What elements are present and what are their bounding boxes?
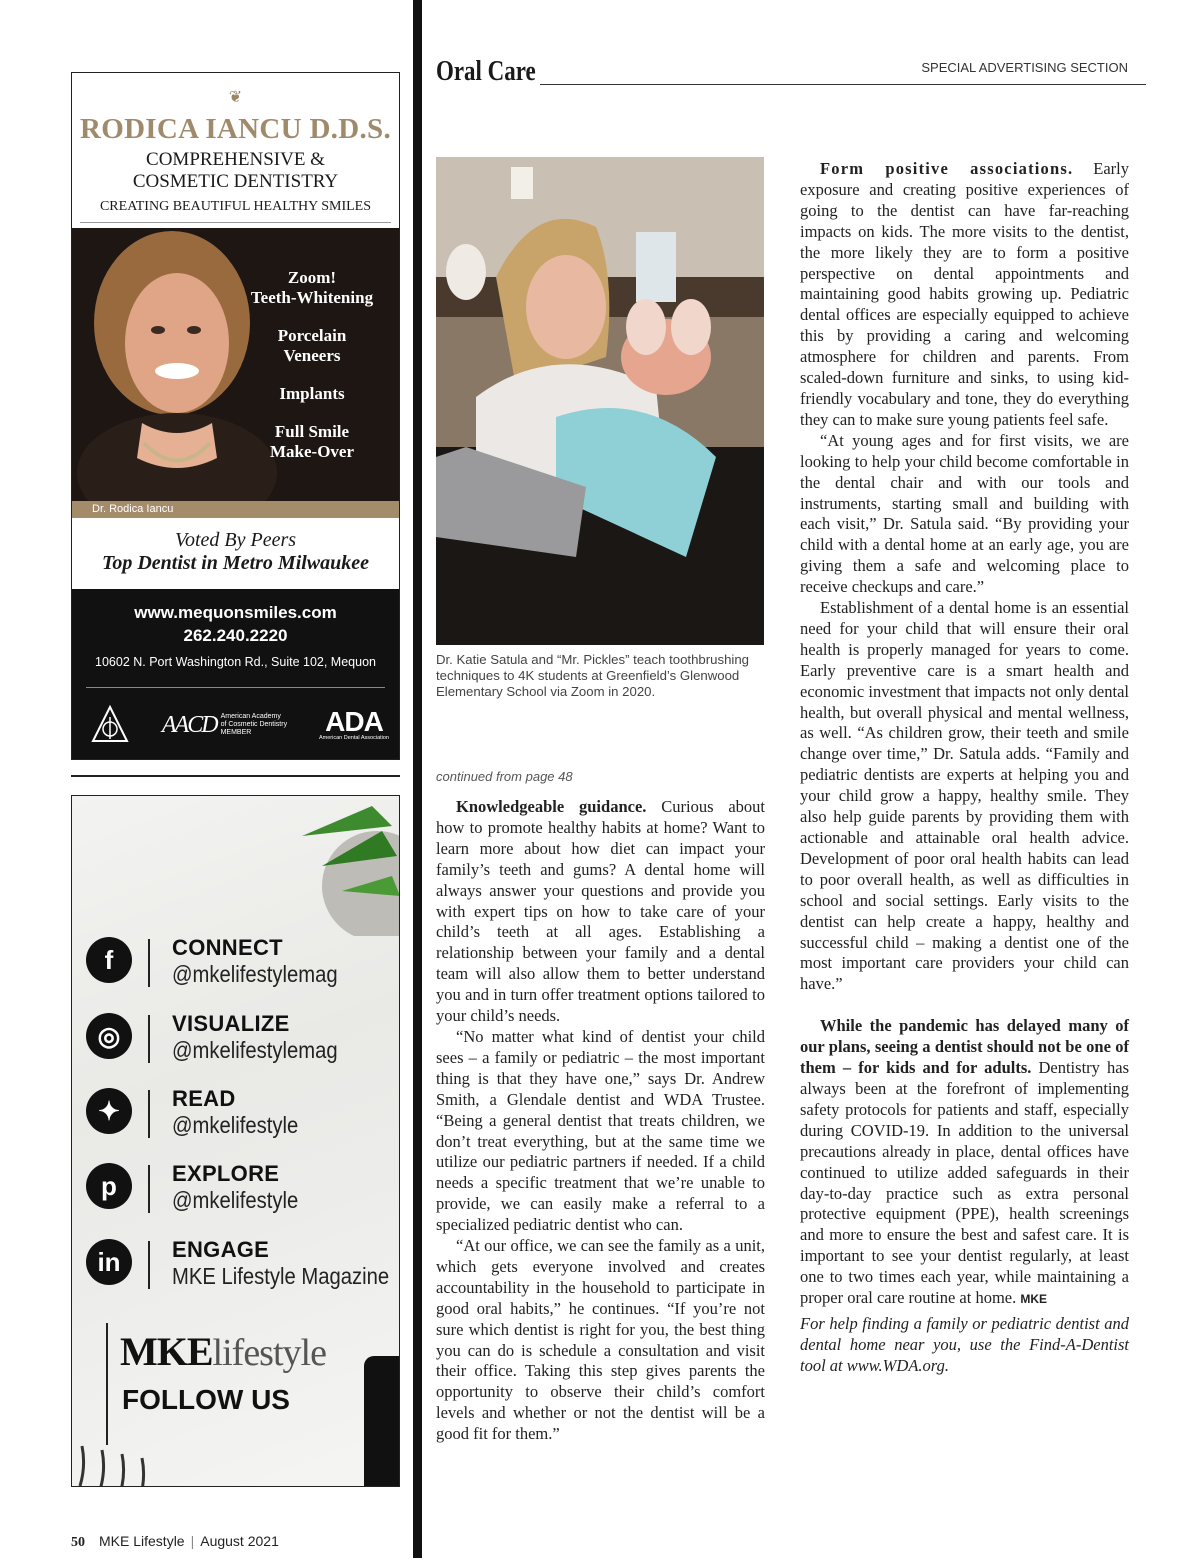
ad-services-list: [237, 268, 387, 480]
article-column-2: [800, 159, 1129, 1377]
end-mark: MKE: [1020, 1292, 1048, 1307]
article-paragraph: Establishment of a dental home is an essential need for your child that will ensure their oral health is properly managed for years to come. Early preventive care is a smart health and economic investment that impacts not only dental health, but overall physical and mental wellness, as well. “As children grow, their teeth and smile change over time,” Dr. Satula adds. “Family and pediatric dentists are experts at helping you and your child grow a happy, healthy smile. They also help guide parents by providing them with actionable and attainable oral health advice. Development of poor oral health habits can lead to poor overall health, as well as difficulties in school and social settings. Early visits to the dentist can help create a happy, healthy and successful child – making a dentist one of the most important care providers your child can have.”: [800, 598, 1129, 994]
dental-emblem-icon: [90, 705, 130, 745]
ada-text: American Dental Association: [318, 735, 389, 741]
page-divider: [413, 0, 422, 1558]
ad-logos: [90, 705, 389, 745]
ada-logo: [318, 706, 389, 741]
ad-contact-block: [72, 589, 399, 759]
ad-divider: [80, 222, 391, 223]
social-handle[interactable]: @mkelifestylemag: [172, 1037, 338, 1063]
instagram-icon[interactable]: ◎: [86, 1013, 132, 1059]
ad-voted-line2: Top Dentist in Metro Milwaukee: [101, 552, 370, 574]
dentist-portrait-photo: [72, 228, 399, 518]
service-item: Teeth-Whitening: [250, 288, 374, 307]
service-item: Zoom!: [287, 268, 337, 287]
page-number: 50: [71, 1535, 85, 1550]
social-handle[interactable]: MKE Lifestyle Magazine: [172, 1263, 390, 1289]
aacd-text: American Academy: [220, 713, 281, 720]
twitter-icon[interactable]: ✦: [86, 1088, 132, 1134]
paragraph-body: Early exposure and creating positive experiences of going to the dentist can have far-reaching impacts on kids. The more visits to the dentist, the more likely they are to form a positive perspective on dental appointments and maintaining good habits growing up. Pediatric dental offices are especially equipped to achieve this by providing a caring and welcoming atmosphere for children and parents. From scaled-down furniture and sinks, to using kid-friendly vocabulary and tone, they do everything they can to make sure young patients feel safe.: [800, 159, 1130, 429]
social-divider: [148, 1241, 150, 1289]
paragraph-lead: Form positive associations.: [820, 159, 1074, 178]
article-column-1: [436, 797, 765, 1445]
header-rule: [540, 84, 1146, 85]
dentist-advertisement: [71, 72, 400, 760]
article-paragraph: “At young ages and for first visits, we are looking to help your child become comfortable in the dental chair and with our tools and instruments, starting small and building with each visit,” Dr. Satula said. “By providing your child with a dental home at an early age, you are giving them a safe and welcoming place to receive checkups and care.”: [800, 430, 1129, 597]
continued-note: continued from page 48: [436, 769, 573, 784]
aacd-text: of Cosmetic Dentistry: [220, 721, 288, 728]
ornament-icon: ❦: [228, 89, 243, 106]
article-paragraph: “At our office, we can see the family as a unit, which gets everyone involved and creates accountability in the household to participate in good oral habits,” he continues. “If you’re not sure which dentist is right for you, the best thing you can do is schedule a consultation and visit their office. Taking this step gives parents the opportunity to observe their child’s comfort levels and whether or not the dentist will be a good fit for them.”: [436, 1236, 765, 1444]
ad-specialty-line1: COMPREHENSIVE &: [146, 149, 325, 170]
mke-lifestyle-logo: [120, 1328, 326, 1375]
social-follow-advertisement: [71, 795, 400, 1487]
aacd-logo: [162, 712, 287, 739]
ad-website-link[interactable]: www.mequonsmiles.com: [134, 603, 337, 622]
social-divider: [148, 1165, 150, 1213]
article-paragraph: “No matter what kind of dentist your child sees – a family or pediatric – the most important thing is that they have one,” says Dr. Andrew Smith, a Glendale dentist and WDA Trustee. “Being a general dentist that treats children, we don’t treat everything, but at the same time we utilize our pediatric partners if needed. If a child needs a specific treatment that we’re unable to provide, we can easily make a referral to a specialized pediatric dentist who can.: [436, 1026, 765, 1235]
paragraph-body: Dentistry has always been at the forefront of implementing safety protocols for patients and staff, especially during COVID-19. In addition to the universal precautions already in place, dental offices have continued to utilize added safeguards in their day-to-day practice such as extra personal protective equipment (PPE), health screenings and more to ensure the best and safest care. It is important to see your dentist regularly, at least one to two times each year, while maintaining a proper oral care routine at home.: [800, 1058, 1129, 1308]
brand-lifestyle: lifestyle: [212, 1332, 326, 1374]
ad-voted-line1: Voted By Peers: [174, 529, 297, 551]
article-paragraph: [800, 159, 1129, 431]
service-item: Porcelain: [277, 326, 347, 345]
social-label: ENGAGE: [172, 1237, 270, 1262]
paragraph-lead: Knowledgeable guidance.: [456, 797, 647, 816]
notebook-spiral-decoration: [72, 1436, 192, 1487]
social-label: READ: [172, 1086, 236, 1111]
ada-mark: ADA: [325, 706, 383, 737]
zoom-lesson-photo: [436, 157, 764, 645]
section-title: Oral Care: [436, 56, 536, 87]
ad-specialty-line2: COSMETIC DENTISTRY: [132, 171, 339, 192]
social-handle[interactable]: @mkelifestyle: [172, 1112, 299, 1138]
pinterest-icon[interactable]: p: [86, 1163, 132, 1209]
footer-magazine: MKE Lifestyle: [99, 1533, 185, 1549]
service-item: Implants: [279, 384, 345, 403]
photo-caption: Dr. Katie Satula and “Mr. Pickles” teach toothbrushing techniques to 4K students at Greenfield’s Glenwood Elementary School via Zoom in 2020.: [436, 652, 749, 699]
portrait-caption: Dr. Rodica Iancu: [72, 501, 399, 518]
article-paragraph: [800, 1016, 1129, 1310]
ad-dentist-name: RODICA IANCU D.D.S.: [79, 113, 392, 145]
follow-us-label: FOLLOW US: [122, 1384, 290, 1415]
paragraph-lead: While the pandemic has delayed many of our plans, seeing a dentist should not be one of them – for kids and for adults.: [800, 1016, 1129, 1078]
closing-note: For help finding a family or pediatric dentist and dental home near you, use the Find-A-Dentist tool at www.WDA.org.: [800, 1313, 1129, 1375]
page-footer: 50 MKE Lifestyle | August 2021: [71, 1533, 279, 1550]
aacd-mark: AACD: [161, 711, 217, 738]
aacd-text: MEMBER: [220, 729, 252, 736]
article-paragraph: [436, 797, 765, 1027]
social-handle[interactable]: @mkelifestylemag: [172, 961, 338, 987]
footer-date: August 2021: [200, 1533, 279, 1549]
social-item-visualize[interactable]: [86, 1013, 386, 1065]
phone-decoration: [354, 1356, 400, 1487]
paragraph-body: Curious about how to promote healthy habits at home? Want to learn more about how diet can impact your family’s teeth and gums? A dental home will always answer your questions and provide you with expert tips on how to take care of your child’s teeth at all ages. Establishing a relationship between your family and a dental team will also allow them to better understand you and in turn offer treatment options tailored to your child’s needs.: [436, 797, 765, 1026]
follow-divider: [106, 1323, 108, 1445]
social-divider: [148, 1090, 150, 1138]
ad-contact-divider: [86, 687, 385, 688]
social-item-explore[interactable]: [86, 1163, 386, 1215]
plant-decoration: [72, 796, 400, 936]
ad-separator-rule: [71, 775, 400, 777]
brand-mke: MKE: [120, 1329, 213, 1374]
service-item: Full Smile: [274, 422, 350, 441]
social-label: EXPLORE: [172, 1161, 280, 1186]
ad-tagline: CREATING BEAUTIFUL HEALTHY SMILES: [99, 199, 372, 214]
social-divider: [148, 1015, 150, 1063]
linkedin-icon[interactable]: in: [86, 1239, 132, 1285]
social-label: CONNECT: [172, 935, 283, 960]
social-item-read[interactable]: [86, 1088, 386, 1140]
social-handle[interactable]: @mkelifestyle: [172, 1187, 299, 1213]
ad-address: 10602 N. Port Washington Rd., Suite 102, Mequon: [95, 655, 376, 669]
service-item: Veneers: [283, 346, 341, 365]
service-item: Make-Over: [269, 442, 355, 461]
social-item-engage[interactable]: [86, 1237, 390, 1291]
social-divider: [148, 939, 150, 987]
facebook-icon[interactable]: f: [86, 937, 132, 983]
ad-phone: 262.240.2220: [183, 626, 288, 645]
special-advertising-label: SPECIAL ADVERTISING SECTION: [921, 60, 1128, 75]
social-item-connect[interactable]: [86, 937, 386, 989]
social-label: VISUALIZE: [172, 1011, 290, 1036]
